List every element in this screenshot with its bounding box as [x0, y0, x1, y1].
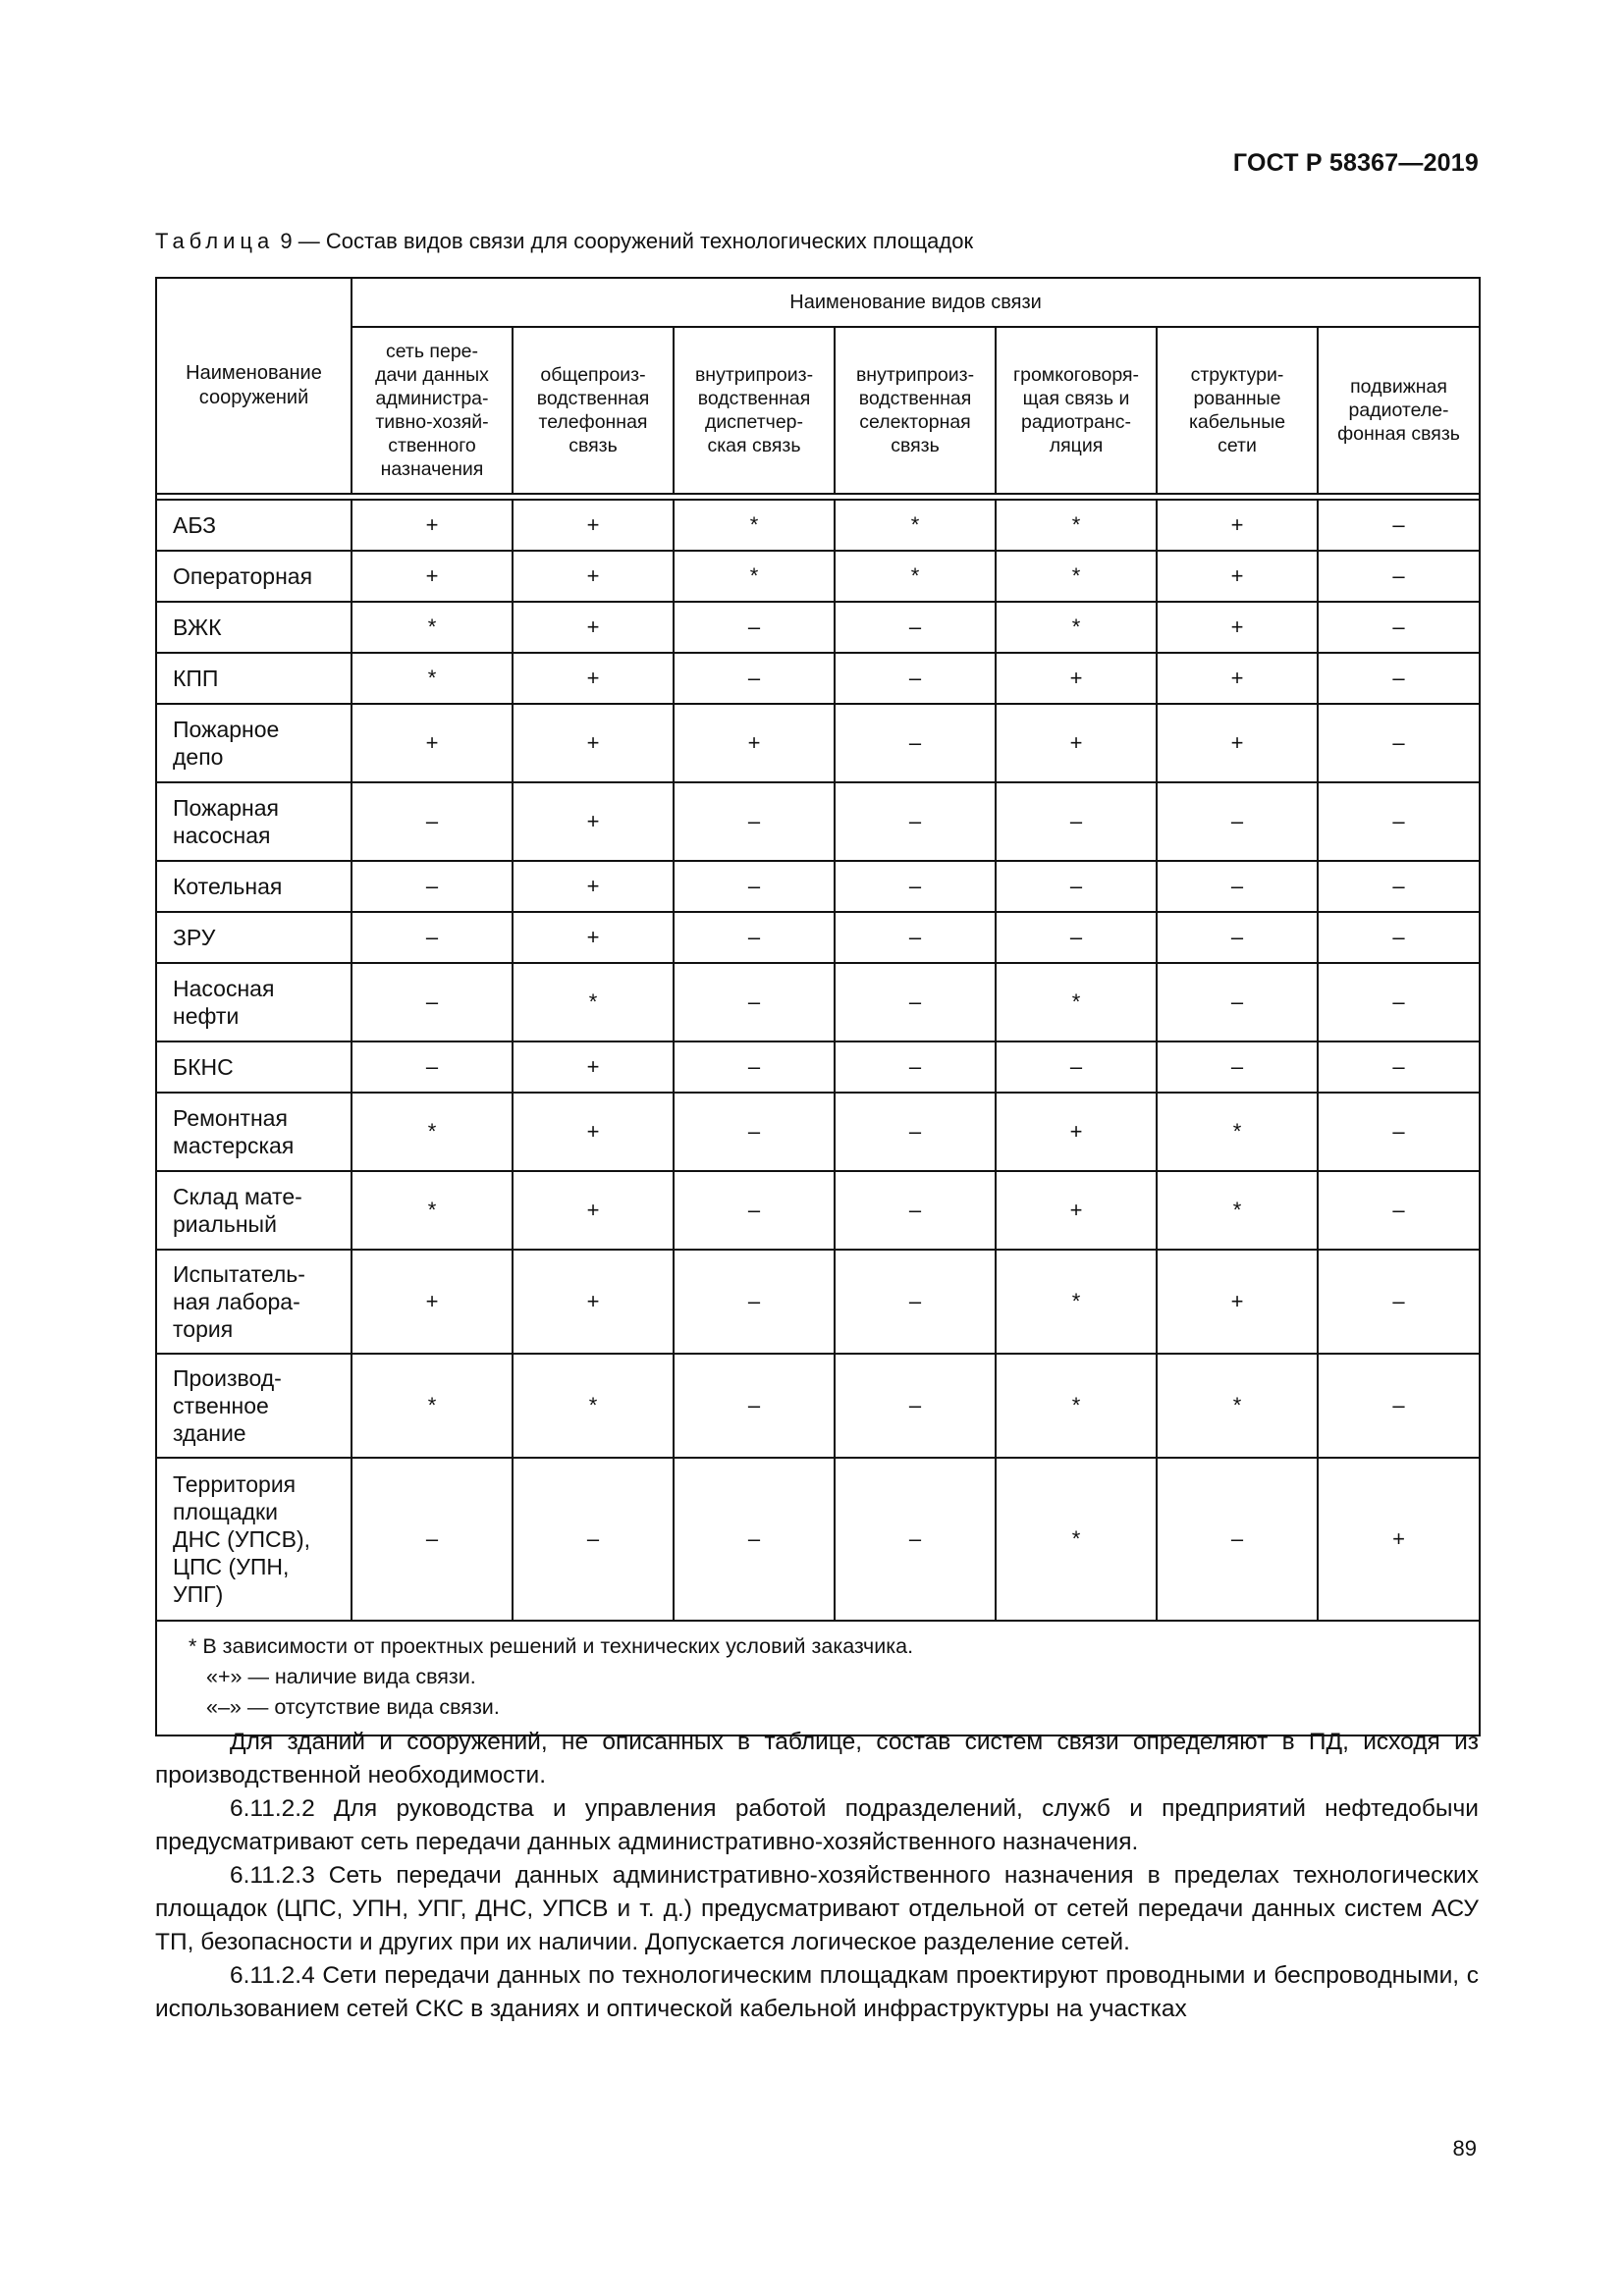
table-cell: +: [1157, 500, 1318, 551]
structure-name: [156, 551, 352, 602]
structure-name: [156, 861, 352, 912]
column-header-line: общепроиз-: [540, 364, 646, 386]
table-row: [156, 500, 1480, 551]
table-cell: +: [352, 500, 513, 551]
paragraph: Для зданий и сооружений, не описанных в таблице, состав систем связи определяют в ПД, исходя из производственной необходимости.: [155, 1729, 1479, 1789]
table-cell: +: [513, 653, 674, 704]
structure-name-line: ная лабора-: [173, 1289, 300, 1314]
table-cell: –: [674, 1041, 835, 1093]
structure-name-line: риальный: [173, 1211, 277, 1237]
structure-name-line: УПГ): [173, 1581, 224, 1607]
table-cell: –: [1318, 1041, 1480, 1093]
column-header-line: водственная: [697, 388, 811, 409]
table-row: [156, 1171, 1480, 1250]
table-cell: –: [1157, 861, 1318, 912]
table-row: [156, 1250, 1480, 1354]
table-cell: –: [1318, 963, 1480, 1041]
table-cell: –: [835, 912, 996, 963]
table-cell: +: [513, 1041, 674, 1093]
table-cell: +: [996, 653, 1157, 704]
table-cell: –: [674, 602, 835, 653]
table-row: [156, 653, 1480, 704]
table-row: [156, 1041, 1480, 1093]
table-cell: –: [835, 602, 996, 653]
structure-name: [156, 963, 352, 1041]
structure-name-line: ственное: [173, 1393, 269, 1418]
table-cell: –: [835, 1093, 996, 1171]
column-header-line: связь: [568, 435, 618, 456]
table-cell: *: [1157, 1354, 1318, 1458]
column-header-line: громкоговоря-: [1013, 364, 1139, 386]
structure-name-line: АБЗ: [173, 512, 217, 538]
column-header-line: связь: [891, 435, 940, 456]
table-cell: –: [835, 1354, 996, 1458]
table-cell: –: [835, 653, 996, 704]
column-header-line: водственная: [536, 388, 650, 409]
column-header-line: администра-: [375, 388, 489, 409]
table-cell: +: [996, 704, 1157, 782]
table-cell: +: [1157, 551, 1318, 602]
structure-name-line: мастерская: [173, 1133, 295, 1158]
communication-types-header: Наименование видов связи: [352, 278, 1480, 327]
structure-name-line: ЦПС (УПН,: [173, 1554, 290, 1579]
table-notes: [156, 1621, 1480, 1735]
structure-name-line: Ремонтная: [173, 1105, 288, 1131]
table-row: [156, 912, 1480, 963]
structure-name-line: Производ-: [173, 1365, 282, 1391]
structure-name-line: насосная: [173, 823, 271, 848]
column-header-line: дачи данных: [375, 364, 489, 386]
table-cell: *: [996, 963, 1157, 1041]
table-row: [156, 963, 1480, 1041]
structure-name: [156, 1458, 352, 1621]
table-cell: –: [513, 1458, 674, 1621]
table-cell: –: [1157, 1458, 1318, 1621]
structure-name-line: Испытатель-: [173, 1261, 305, 1287]
table-cell: +: [513, 551, 674, 602]
column-header-line: сети: [1218, 435, 1257, 456]
structure-name: [156, 912, 352, 963]
table-cell: +: [513, 602, 674, 653]
table-cell: –: [1157, 1041, 1318, 1093]
table-cell: –: [1157, 963, 1318, 1041]
table-cell: –: [1318, 704, 1480, 782]
table-cell: +: [352, 551, 513, 602]
table-cell: –: [674, 1250, 835, 1354]
table-cell: –: [835, 861, 996, 912]
table-cell: –: [674, 1354, 835, 1458]
column-header-line: ская связь: [707, 435, 801, 456]
caption-title: — Состав видов связи для сооружений технологических площадок: [298, 229, 974, 253]
table-cell: –: [352, 861, 513, 912]
column-header: [513, 327, 674, 494]
structure-name-line: Пожарная: [173, 795, 279, 821]
table-cell: +: [513, 500, 674, 551]
table-cell: +: [1157, 653, 1318, 704]
structure-name-line: БКНС: [173, 1054, 234, 1080]
table-cell: –: [996, 861, 1157, 912]
table-cell: –: [352, 1041, 513, 1093]
table-cell: –: [996, 782, 1157, 861]
column-header-line: рованные: [1193, 388, 1281, 409]
table-cell: –: [674, 861, 835, 912]
table-cell: –: [1318, 1250, 1480, 1354]
table-cell: –: [352, 912, 513, 963]
column-header-line: ляция: [1049, 435, 1104, 456]
table-cell: +: [1157, 602, 1318, 653]
structure-name-line: Пожарное: [173, 717, 280, 742]
table-cell: +: [1318, 1458, 1480, 1621]
paragraph: 6.11.2.4 Сети передачи данных по технологическим площадкам проектируют проводными и беспроводными, с использованием сетей СКС в зданиях и оптической кабельной инфраструктуры на участках: [155, 1962, 1479, 2022]
document-code: ГОСТ Р 58367—2019: [1232, 149, 1479, 177]
communications-table: [155, 277, 1481, 1736]
column-header-line: подвижная: [1350, 376, 1447, 398]
table-row: [156, 1458, 1480, 1621]
table-cell: –: [1318, 782, 1480, 861]
table-cell: +: [674, 704, 835, 782]
table-cell: –: [1318, 912, 1480, 963]
column-header-line: радиотеле-: [1348, 400, 1449, 421]
structure-name-line: Насосная: [173, 976, 275, 1001]
column-header-line: селекторная: [859, 411, 971, 433]
structure-name-line: ВЖК: [173, 614, 222, 640]
column-header: [352, 327, 513, 494]
structure-name: [156, 500, 352, 551]
table-cell: –: [835, 1041, 996, 1093]
table-cell: –: [835, 1458, 996, 1621]
table-cell: –: [996, 1041, 1157, 1093]
table-cell: –: [352, 1458, 513, 1621]
table-cell: –: [674, 1093, 835, 1171]
column-header-line: щая связь и: [1022, 388, 1130, 409]
table-cell: –: [1318, 1171, 1480, 1250]
structure-name-line: ДНС (УПСВ),: [173, 1526, 310, 1552]
table-cell: *: [996, 1354, 1157, 1458]
table-cell: –: [835, 782, 996, 861]
table-row: [156, 1093, 1480, 1171]
structure-name-line: Операторная: [173, 563, 313, 589]
table-cell: –: [352, 963, 513, 1041]
table-cell: +: [513, 1250, 674, 1354]
caption-prefix: Таблица: [155, 229, 275, 253]
table-cell: *: [835, 500, 996, 551]
column-header-line: назначения: [380, 458, 484, 480]
structure-name-line: площадки: [173, 1499, 278, 1524]
structure-name: [156, 1041, 352, 1093]
table-cell: *: [674, 500, 835, 551]
structure-name: [156, 1171, 352, 1250]
table-cell: *: [1157, 1093, 1318, 1171]
table-cell: +: [1157, 1250, 1318, 1354]
structure-name-line: Склад мате-: [173, 1184, 302, 1209]
body-text: [155, 1726, 1479, 2026]
table-cell: *: [352, 1171, 513, 1250]
paragraph: 6.11.2.3 Сеть передачи данных административно-хозяйственного назначения в пределах технологических площадок (ЦПС, УПН, УПГ, ДНС, УПСВ и т. д.) предусматривают отдельной от сетей передачи данных систем АСУ ТП, безопасности и других при их наличии. Допускается логическое разделение сетей.: [155, 1862, 1479, 1955]
table-cell: –: [1318, 653, 1480, 704]
table-row: [156, 551, 1480, 602]
structure-name-line: КПП: [173, 666, 219, 691]
column-header: [835, 327, 996, 494]
column-header-line: структури-: [1190, 364, 1284, 386]
table-cell: –: [352, 782, 513, 861]
note-line: «–» — отсутствие вида связи.: [206, 1695, 500, 1719]
structure-name-line: тория: [173, 1316, 234, 1342]
table-cell: *: [352, 653, 513, 704]
column-header: [1157, 327, 1318, 494]
table-cell: –: [1157, 782, 1318, 861]
column-header-line: диспетчер-: [704, 411, 804, 433]
table-cell: *: [513, 1354, 674, 1458]
table-cell: *: [352, 602, 513, 653]
caption-number: 9: [280, 229, 293, 253]
column-header: [674, 327, 835, 494]
page-number: 89: [1452, 2136, 1477, 2161]
column-header-line: телефонная: [538, 411, 648, 433]
column-header: [1318, 327, 1480, 494]
structure-name: [156, 782, 352, 861]
table-cell: –: [835, 704, 996, 782]
table-row: [156, 704, 1480, 782]
column-header-line: водственная: [858, 388, 972, 409]
column-header-line: ственного: [388, 435, 476, 456]
table-cell: *: [674, 551, 835, 602]
table-cell: *: [835, 551, 996, 602]
table-row: [156, 602, 1480, 653]
table-caption: [155, 229, 973, 254]
column-header-line: радиотранс-: [1020, 411, 1131, 433]
table-row: [156, 782, 1480, 861]
structure-name-line: здание: [173, 1420, 246, 1446]
structure-name-line: Котельная: [173, 874, 283, 899]
table-cell: +: [513, 1171, 674, 1250]
column-header-line: кабельные: [1188, 411, 1286, 433]
structure-name-line: нефти: [173, 1003, 240, 1029]
column-header-line: внутрипроиз-: [855, 364, 975, 386]
table-cell: *: [352, 1093, 513, 1171]
table-cell: *: [996, 551, 1157, 602]
table-row: [156, 861, 1480, 912]
structure-name-header: Наименование сооружений: [156, 278, 352, 494]
table-cell: –: [1157, 912, 1318, 963]
table-cell: –: [674, 782, 835, 861]
table-cell: +: [513, 704, 674, 782]
table-cell: +: [352, 1250, 513, 1354]
table-cell: –: [1318, 1093, 1480, 1171]
table-cell: –: [996, 912, 1157, 963]
table-cell: +: [352, 704, 513, 782]
structure-name: [156, 602, 352, 653]
structure-name-line: Территория: [173, 1471, 297, 1497]
notes-row: [156, 1621, 1480, 1735]
table-cell: *: [996, 602, 1157, 653]
table-cell: +: [996, 1171, 1157, 1250]
table-cell: +: [1157, 704, 1318, 782]
table-cell: +: [996, 1093, 1157, 1171]
table-cell: –: [674, 963, 835, 1041]
table-cell: –: [1318, 1354, 1480, 1458]
table-cell: –: [1318, 500, 1480, 551]
table-cell: –: [835, 1250, 996, 1354]
table-cell: +: [513, 861, 674, 912]
column-header-line: тивно-хозяй-: [375, 411, 489, 433]
table-cell: *: [996, 1250, 1157, 1354]
table-cell: *: [996, 1458, 1157, 1621]
table-cell: –: [674, 1458, 835, 1621]
table-cell: *: [352, 1354, 513, 1458]
table-row: [156, 1354, 1480, 1458]
table-cell: –: [674, 912, 835, 963]
column-header-line: внутрипроиз-: [694, 364, 814, 386]
structure-name: [156, 1093, 352, 1171]
table-cell: –: [674, 1171, 835, 1250]
note-line: «+» — наличие вида связи.: [206, 1665, 476, 1688]
table-cell: +: [513, 1093, 674, 1171]
table-cell: –: [835, 1171, 996, 1250]
structure-name: [156, 1354, 352, 1458]
note-line: * В зависимости от проектных решений и технических условий заказчика.: [189, 1634, 914, 1658]
table-cell: *: [513, 963, 674, 1041]
table-cell: –: [1318, 861, 1480, 912]
table-cell: *: [1157, 1171, 1318, 1250]
structure-name: [156, 704, 352, 782]
table-cell: –: [1318, 551, 1480, 602]
structure-name: [156, 1250, 352, 1354]
table-cell: –: [835, 963, 996, 1041]
structure-name: [156, 653, 352, 704]
table-cell: +: [513, 912, 674, 963]
paragraph: 6.11.2.2 Для руководства и управления работой подразделений, служб и предприятий нефтедобычи предусматривают сеть передачи данных административно-хозяйственного назначения.: [155, 1795, 1479, 1855]
structure-name-line: депо: [173, 744, 224, 770]
table-cell: –: [1318, 602, 1480, 653]
column-header-line: фонная связь: [1337, 423, 1460, 445]
column-header: [996, 327, 1157, 494]
column-header-line: сеть пере-: [385, 341, 479, 362]
table-cell: –: [674, 653, 835, 704]
table-cell: *: [996, 500, 1157, 551]
table-cell: +: [513, 782, 674, 861]
structure-name-line: ЗРУ: [173, 925, 216, 950]
